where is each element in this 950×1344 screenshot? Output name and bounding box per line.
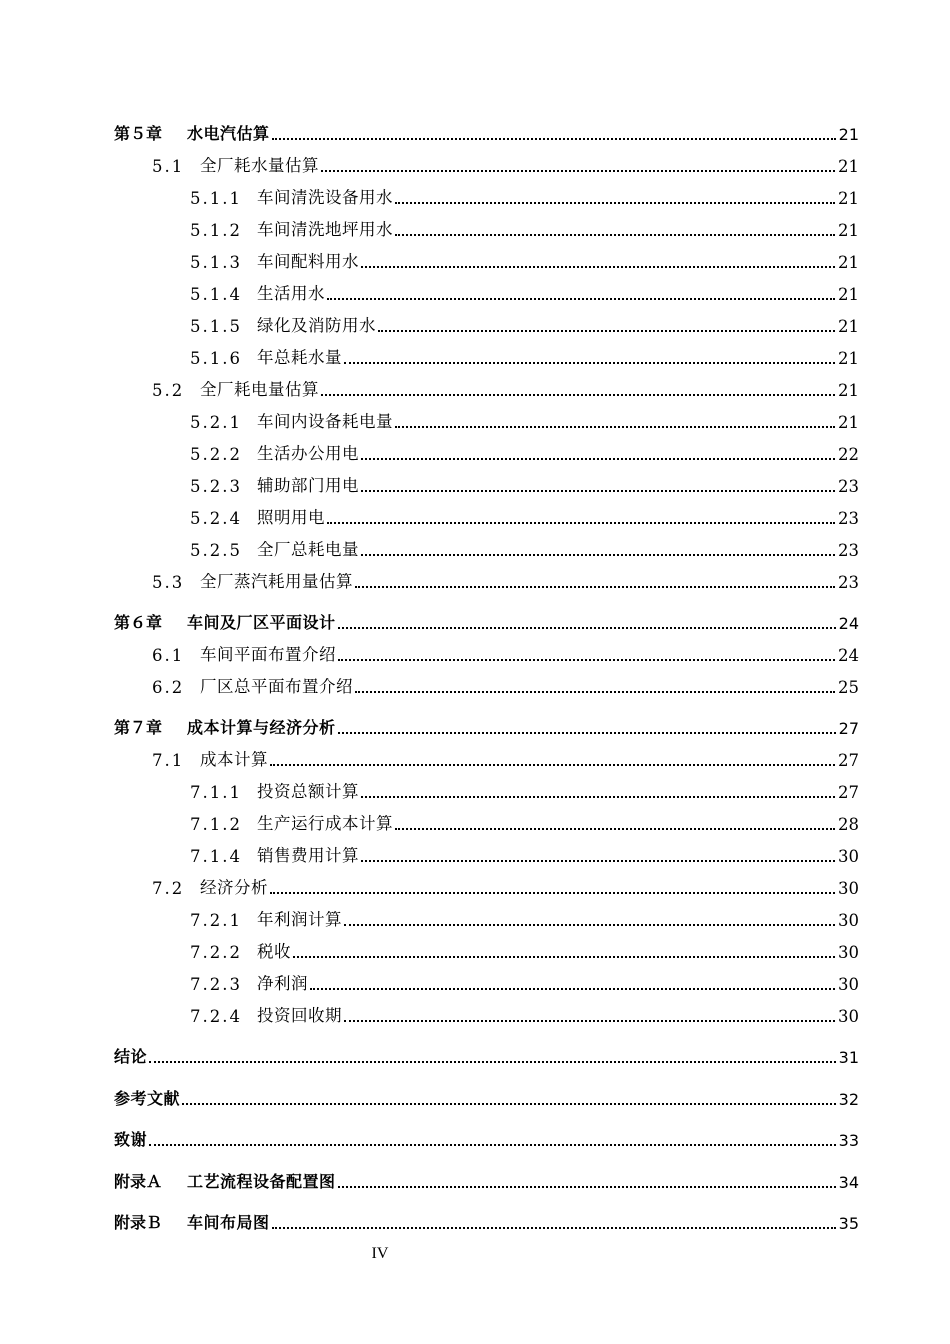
toc-entry[interactable] [190, 184, 859, 208]
toc-entry[interactable] [190, 778, 859, 802]
toc-entry-number: 7.1.2 [190, 815, 242, 834]
toc-entry[interactable] [114, 1085, 859, 1109]
toc-entry-number: 5.2 [152, 381, 185, 400]
toc-entry-number: 7.2 [152, 879, 185, 898]
toc-entry-number: 5.2.1 [190, 413, 242, 432]
toc-leader-dots [338, 722, 836, 734]
toc-entry-number: 5.1.3 [190, 253, 242, 272]
toc-leader-dots [344, 352, 835, 364]
toc-entry[interactable] [190, 312, 859, 336]
toc-entry-title: 成本计算 [200, 750, 268, 769]
toc-entry[interactable] [190, 344, 859, 368]
toc-entry-title: 全厂总耗电量 [257, 540, 359, 559]
toc-entry-page: 30 [838, 1007, 859, 1026]
toc-entry-page: 21 [838, 125, 859, 144]
toc-entry[interactable] [190, 216, 859, 240]
toc-entry[interactable] [152, 874, 859, 898]
toc-entry-number: 7.2.2 [190, 943, 242, 962]
toc-entry-page: 23 [838, 509, 859, 528]
toc-entry-title: 辅助部门用电 [257, 476, 359, 495]
toc-leader-dots [395, 416, 835, 428]
toc-entry[interactable] [114, 1043, 859, 1067]
toc-leader-dots [361, 786, 835, 798]
toc-entry-page: 31 [838, 1048, 859, 1067]
toc-entry-number: 5.1.6 [190, 349, 242, 368]
toc-entry[interactable] [190, 536, 859, 560]
toc-entry-page: 27 [838, 783, 859, 802]
toc-leader-dots [270, 882, 835, 894]
toc-leader-dots [338, 1176, 836, 1188]
toc-entry-page: 30 [838, 847, 859, 866]
toc-entry-title: 投资回收期 [257, 1006, 342, 1025]
toc-entry-page: 30 [838, 975, 859, 994]
toc-entry-title: 生产运行成本计算 [257, 814, 393, 833]
toc-leader-dots [361, 256, 835, 268]
toc-leader-dots [270, 754, 835, 766]
toc-entry-page: 21 [838, 221, 859, 240]
toc-entry-number: 7.1.1 [190, 783, 242, 802]
toc-entry[interactable] [190, 970, 859, 994]
toc-entry-title: 经济分析 [200, 878, 268, 897]
toc-leader-dots [149, 1051, 836, 1063]
toc-entry-title: 工艺流程设备配置图 [187, 1172, 336, 1191]
toc-entry-number: 第５章 [114, 124, 163, 143]
toc-leader-dots [327, 512, 835, 524]
toc-entry-title: 车间配料用水 [257, 252, 359, 271]
toc-entry-page: 21 [838, 381, 859, 400]
toc-entry-title: 绿化及消防用水 [257, 316, 376, 335]
toc-entry-page: 27 [838, 719, 859, 738]
toc-entry-page: 25 [838, 678, 859, 697]
toc-entry-number: 第７章 [114, 718, 163, 737]
toc-entry-number: 7.1.4 [190, 847, 242, 866]
toc-entry-title: 参考文献 [114, 1089, 181, 1108]
toc-leader-dots [321, 384, 835, 396]
toc-entry-number: 5.1.4 [190, 285, 242, 304]
toc-entry-page: 21 [838, 317, 859, 336]
toc-entry[interactable] [114, 609, 859, 633]
toc-entry[interactable] [190, 408, 859, 432]
toc-entry-page: 35 [838, 1214, 859, 1233]
toc-entry-number: 6.1 [152, 646, 185, 665]
toc-entry-title: 车间清洗地坪用水 [257, 220, 393, 239]
toc-entry[interactable] [152, 641, 859, 665]
toc-entry-page: 21 [838, 285, 859, 304]
toc-entry-page: 30 [838, 879, 859, 898]
toc-entry-title: 净利润 [257, 974, 308, 993]
toc-leader-dots [272, 1217, 836, 1229]
toc-entry[interactable] [190, 906, 859, 930]
toc-entry-number: 5.1.1 [190, 189, 242, 208]
toc-entry-page: 23 [838, 573, 859, 592]
toc-leader-dots [327, 288, 835, 300]
toc-entry-page: 22 [838, 445, 859, 464]
toc-leader-dots [149, 1134, 836, 1146]
toc-entry[interactable] [152, 376, 859, 400]
toc-entry-title: 车间内设备耗电量 [257, 412, 393, 431]
toc-entry-title: 全厂耗电量估算 [200, 380, 319, 399]
toc-entry-title: 照明用电 [257, 508, 325, 527]
toc-entry-page: 23 [838, 477, 859, 496]
toc-entry-page: 24 [838, 646, 859, 665]
toc-entry[interactable] [190, 842, 859, 866]
toc-entry-number: 7.1 [152, 751, 185, 770]
toc-entry-number: 7.2.1 [190, 911, 242, 930]
toc-entry-number: 7.2.3 [190, 975, 242, 994]
toc-entry[interactable] [152, 673, 859, 697]
toc-entry-number: 5.1.2 [190, 221, 242, 240]
toc-leader-dots [395, 818, 835, 830]
toc-entry[interactable] [190, 938, 859, 962]
toc-entry[interactable] [190, 472, 859, 496]
toc-leader-dots [310, 978, 835, 990]
toc-entry-title: 致谢 [114, 1130, 148, 1149]
toc-entry-title: 全厂蒸汽耗用量估算 [200, 572, 353, 591]
toc-entry[interactable] [190, 504, 859, 528]
toc-entry-page: 30 [838, 911, 859, 930]
toc-entry-number: 第６章 [114, 613, 163, 632]
toc-leader-dots [293, 946, 835, 958]
toc-leader-dots [361, 448, 835, 460]
toc-leader-dots [395, 224, 835, 236]
toc-leader-dots [182, 1093, 836, 1105]
toc-leader-dots [361, 480, 835, 492]
toc-entry-title: 生活办公用电 [257, 444, 359, 463]
toc-entry-title: 全厂耗水量估算 [200, 156, 319, 175]
toc-entry[interactable] [114, 1209, 859, 1233]
toc-entry-title: 年总耗水量 [257, 348, 342, 367]
toc-entry-number: 5.2.3 [190, 477, 242, 496]
toc-leader-dots [321, 160, 835, 172]
page-number: IV [371, 1245, 389, 1262]
toc-entry-page: 21 [838, 157, 859, 176]
toc-leader-dots [395, 192, 835, 204]
toc-entry[interactable] [190, 280, 859, 304]
toc-entry-page: 34 [838, 1173, 859, 1192]
toc-entry-page: 27 [838, 751, 859, 770]
toc-leader-dots [378, 320, 835, 332]
toc-entry-title: 厂区总平面布置介绍 [200, 677, 353, 696]
toc-entry-page: 23 [838, 541, 859, 560]
toc-leader-dots [338, 649, 835, 661]
toc-leader-dots [361, 544, 835, 556]
toc-entry-title: 年利润计算 [257, 910, 342, 929]
toc-entry[interactable] [190, 440, 859, 464]
toc-entry-page: 33 [838, 1131, 859, 1150]
toc-entry-title: 投资总额计算 [257, 782, 359, 801]
toc-entry-title: 车间布局图 [187, 1213, 270, 1232]
toc-entry-number: 5.2.2 [190, 445, 242, 464]
toc-entry-number: 附录Ａ [114, 1172, 163, 1191]
toc-leader-dots [355, 576, 835, 588]
toc-leader-dots [361, 850, 835, 862]
toc-entry-title: 税收 [257, 942, 291, 961]
toc-entry-number: 5.1.5 [190, 317, 242, 336]
toc-entry-number: 5.2.5 [190, 541, 242, 560]
toc-entry[interactable] [190, 810, 859, 834]
toc-entry[interactable] [114, 1126, 859, 1150]
toc-entry-number: 5.1 [152, 157, 185, 176]
toc-entry-number: 6.2 [152, 678, 185, 697]
toc-entry-page: 21 [838, 253, 859, 272]
toc-entry-page: 32 [838, 1090, 859, 1109]
toc-entry-number: 7.2.4 [190, 1007, 242, 1026]
toc-entry-page: 21 [838, 349, 859, 368]
toc-entry[interactable] [114, 120, 859, 144]
toc-entry-number: 5.2.4 [190, 509, 242, 528]
toc-entry-title: 销售费用计算 [257, 846, 359, 865]
toc-entry[interactable] [190, 248, 859, 272]
toc-entry[interactable] [114, 714, 859, 738]
toc-entry-page: 21 [838, 413, 859, 432]
toc-entry-page: 30 [838, 943, 859, 962]
toc-entry-title: 结论 [114, 1047, 148, 1066]
toc-entry[interactable] [152, 152, 859, 176]
toc-entry-number: 5.3 [152, 573, 185, 592]
toc-entry[interactable] [152, 746, 859, 770]
toc-leader-dots [272, 128, 836, 140]
toc-entry-title: 车间平面布置介绍 [200, 645, 336, 664]
toc-entry[interactable] [190, 1002, 859, 1026]
toc-leader-dots [344, 1010, 835, 1022]
toc-entry-page: 28 [838, 815, 859, 834]
toc-entry[interactable] [152, 568, 859, 592]
toc-leader-dots [338, 617, 836, 629]
toc-leader-dots [355, 681, 835, 693]
toc-entry-title: 车间及厂区平面设计 [187, 613, 336, 632]
toc-entry[interactable] [114, 1168, 859, 1192]
toc-entry-number: 附录Ｂ [114, 1213, 163, 1232]
toc-entry-page: 24 [838, 614, 859, 633]
toc-entry-title: 成本计算与经济分析 [187, 718, 336, 737]
toc-entry-page: 21 [838, 189, 859, 208]
toc-entry-title: 水电汽估算 [187, 124, 270, 143]
toc-leader-dots [344, 914, 835, 926]
toc-entry-title: 生活用水 [257, 284, 325, 303]
toc-entry-title: 车间清洗设备用水 [257, 188, 393, 207]
